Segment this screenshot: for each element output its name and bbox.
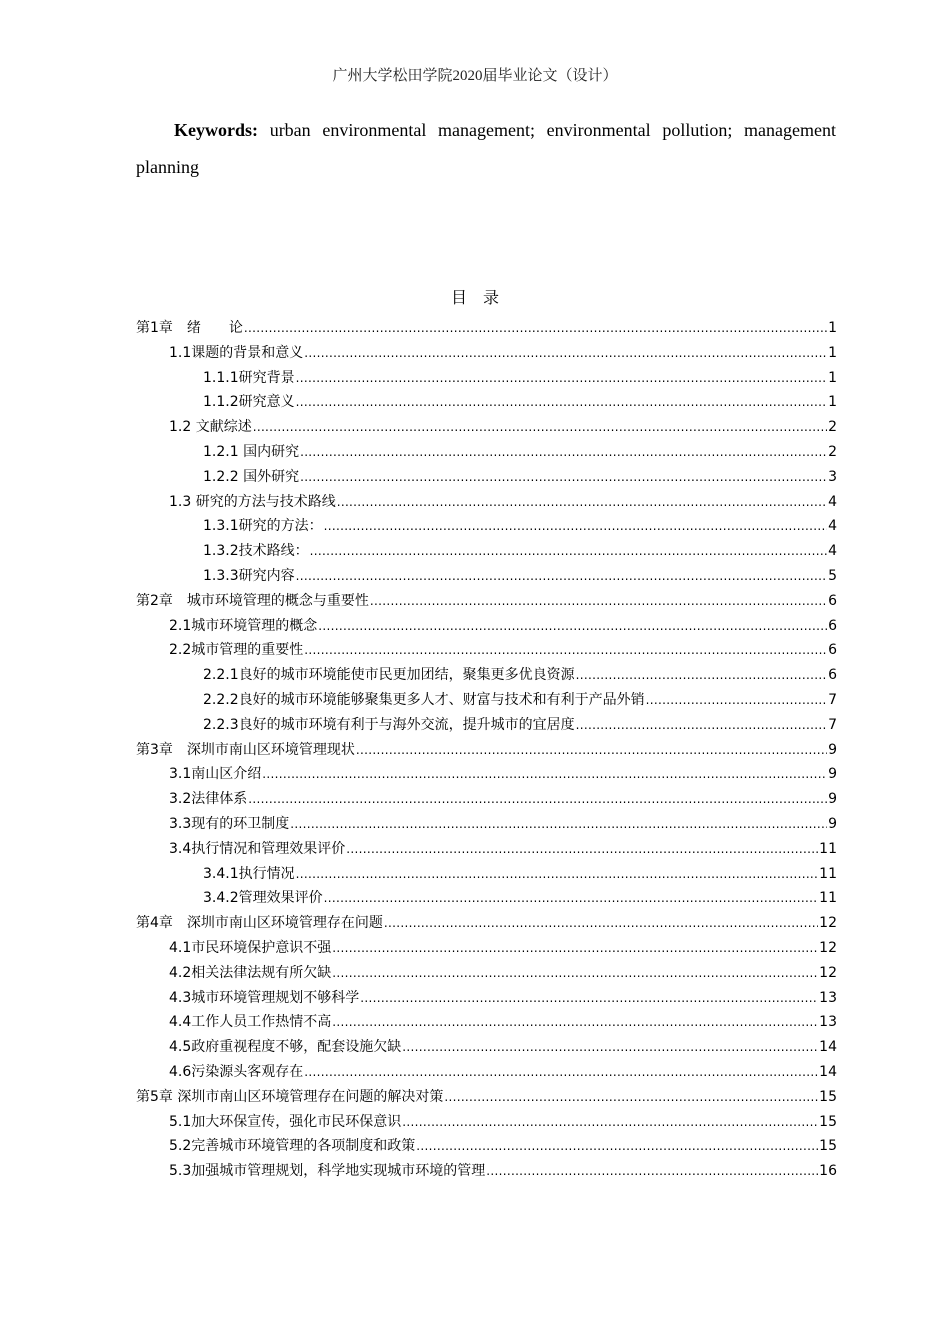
toc-entry-label: 4.3城市环境管理规划不够科学 [169, 989, 360, 1006]
toc-entry[interactable] [136, 862, 837, 887]
toc-entry[interactable] [136, 787, 837, 812]
toc-entry[interactable] [136, 539, 837, 564]
toc-dot-leader [402, 1110, 818, 1135]
toc-entry-label: 第5章 深圳市南山区环境管理存在问题的解决对策 [136, 1088, 444, 1105]
toc-entry-page: 15 [819, 1113, 837, 1130]
toc-entry-page: 1 [828, 369, 837, 386]
toc-dot-leader [318, 614, 827, 639]
toc-entry-label: 第3章 深圳市南山区环境管理现状 [136, 741, 355, 758]
toc-dot-leader [402, 1035, 818, 1060]
toc-entry-label: 5.3加强城市管理规划，科学地实现城市环境的管理 [169, 1163, 486, 1180]
toc-entry-label: 1.2.1 国内研究 [203, 443, 300, 460]
toc-entry[interactable] [136, 1060, 837, 1085]
toc-dot-leader [332, 936, 818, 961]
toc-dot-leader [253, 415, 827, 440]
toc-entry-page: 6 [828, 667, 837, 684]
toc-entry-label: 第4章 深圳市南山区环境管理存在问题 [136, 915, 383, 932]
toc-entry-page: 6 [828, 642, 837, 659]
toc-entry-page: 13 [819, 989, 837, 1006]
toc-entry[interactable] [136, 1035, 837, 1060]
table-of-contents [136, 316, 837, 1184]
toc-dot-leader [416, 1134, 818, 1159]
toc-entry-page: 9 [828, 791, 837, 808]
toc-dot-leader [310, 539, 827, 564]
toc-entry-label: 4.2相关法律法规有所欠缺 [169, 964, 332, 981]
toc-dot-leader [576, 663, 827, 688]
toc-dot-leader [356, 738, 827, 763]
toc-entry-page: 1 [828, 320, 837, 336]
toc-entry[interactable] [136, 738, 837, 763]
toc-dot-leader [300, 465, 827, 490]
toc-dot-leader [304, 1060, 818, 1085]
toc-entry[interactable] [136, 1159, 837, 1184]
toc-entry[interactable] [136, 837, 837, 862]
toc-entry-page: 3 [828, 468, 837, 485]
keywords-text: urban environmental management; environmental pollution; management planning [136, 120, 836, 177]
toc-entry-label: 1.1.2研究意义 [203, 394, 295, 411]
toc-entry-page: 16 [819, 1163, 837, 1180]
toc-entry-label: 1.3.2技术路线： [203, 543, 309, 560]
toc-entry-label: 5.1加大环保宣传，强化市民环保意识 [169, 1113, 402, 1130]
toc-entry-page: 12 [819, 939, 837, 956]
toc-dot-leader [646, 688, 827, 713]
toc-dot-leader [244, 316, 827, 341]
toc-dot-leader [324, 514, 827, 539]
toc-entry-label: 1.2 文献综述 [169, 419, 252, 436]
toc-entry[interactable] [136, 564, 837, 589]
toc-dot-leader [296, 366, 827, 391]
toc-dot-leader [296, 564, 827, 589]
toc-entry-page: 7 [828, 691, 837, 708]
toc-entry[interactable] [136, 589, 837, 614]
toc-entry-label: 4.5政府重视程度不够，配套设施欠缺 [169, 1039, 402, 1056]
toc-entry-page: 11 [819, 865, 837, 882]
toc-entry[interactable] [136, 341, 837, 366]
toc-dot-leader [384, 911, 818, 936]
toc-dot-leader [337, 490, 827, 515]
toc-entry-page: 11 [819, 840, 837, 857]
toc-dot-leader [304, 638, 827, 663]
toc-entry-page: 2 [828, 419, 837, 436]
toc-entry-label: 1.3.1研究的方法： [203, 518, 323, 535]
toc-dot-leader [332, 961, 818, 986]
toc-entry-label: 3.4执行情况和管理效果评价 [169, 840, 346, 857]
toc-entry[interactable] [136, 936, 837, 961]
toc-dot-leader [444, 1085, 818, 1110]
toc-entry-page: 6 [828, 617, 837, 634]
toc-entry[interactable] [136, 638, 837, 663]
toc-entry[interactable] [136, 713, 837, 738]
toc-entry-label: 4.6污染源头客观存在 [169, 1063, 304, 1080]
toc-entry[interactable] [136, 614, 837, 639]
toc-entry-page: 1 [828, 394, 837, 411]
toc-title: 目录 [450, 288, 515, 307]
toc-entry[interactable] [136, 366, 837, 391]
toc-entry-page: 9 [828, 815, 837, 832]
toc-entry-page: 6 [828, 592, 837, 609]
toc-entry[interactable] [136, 886, 837, 911]
toc-entry-page: 12 [819, 964, 837, 981]
toc-dot-leader [248, 787, 827, 812]
toc-entry[interactable] [136, 316, 837, 341]
toc-entry-page: 13 [819, 1014, 837, 1031]
toc-entry-label: 1.2.2 国外研究 [203, 468, 300, 485]
toc-entry-page: 14 [819, 1063, 837, 1080]
toc-entry-label: 第1章 绪 论 [136, 320, 243, 336]
toc-entry-label: 2.2.1良好的城市环境能使市民更加团结，聚集更多优良资源 [203, 667, 575, 684]
toc-entry[interactable] [136, 490, 837, 515]
toc-entry[interactable] [136, 762, 837, 787]
toc-entry-label: 4.1市民环境保护意识不强 [169, 939, 332, 956]
toc-entry[interactable] [136, 812, 837, 837]
toc-entry-page: 15 [819, 1088, 837, 1105]
page-header: 广州大学松田学院2020届毕业论文（设计） [332, 68, 618, 84]
toc-entry[interactable] [136, 415, 837, 440]
toc-entry[interactable] [136, 688, 837, 713]
toc-entry[interactable] [136, 465, 837, 490]
toc-entry-page: 1 [828, 344, 837, 361]
toc-dot-leader [290, 812, 827, 837]
toc-entry-page: 5 [828, 567, 837, 584]
toc-entry-page: 4 [828, 493, 837, 510]
keywords-label: Keywords: [174, 120, 258, 140]
toc-entry[interactable] [136, 911, 837, 936]
toc-entry-label: 5.2完善城市环境管理的各项制度和政策 [169, 1138, 416, 1155]
toc-dot-leader [370, 589, 827, 614]
toc-entry[interactable] [136, 390, 837, 415]
toc-entry-label: 1.1.1研究背景 [203, 369, 295, 386]
toc-entry[interactable] [136, 1110, 837, 1135]
toc-entry-page: 14 [819, 1039, 837, 1056]
toc-entry-label: 1.1课题的背景和意义 [169, 344, 304, 361]
toc-entry-label: 3.4.1执行情况 [203, 865, 295, 882]
toc-dot-leader [300, 440, 827, 465]
toc-entry-label: 3.2法律体系 [169, 791, 248, 808]
toc-entry[interactable] [136, 440, 837, 465]
toc-entry-label: 2.2.3良好的城市环境有利于与海外交流，提升城市的宜居度 [203, 716, 575, 733]
toc-entry-label: 1.3.3研究内容 [203, 567, 295, 584]
toc-dot-leader [296, 862, 819, 887]
toc-dot-leader [486, 1159, 818, 1184]
toc-entry-page: 2 [828, 443, 837, 460]
toc-entry-label: 3.4.2管理效果评价 [203, 890, 323, 907]
toc-entry-page: 11 [819, 890, 837, 907]
toc-entry-page: 12 [819, 915, 837, 932]
toc-dot-leader [346, 837, 818, 862]
toc-entry-label: 3.1南山区介绍 [169, 766, 262, 783]
toc-entry-label: 2.1城市环境管理的概念 [169, 617, 318, 634]
toc-entry-label: 2.2.2良好的城市环境能够聚集更多人才、财富与技术和有利于产品外销 [203, 691, 645, 708]
keywords-paragraph [136, 112, 836, 186]
toc-entry-label: 2.2城市管理的重要性 [169, 642, 304, 659]
toc-entry-label: 3.3现有的环卫制度 [169, 815, 290, 832]
toc-entry-page: 4 [828, 543, 837, 560]
toc-entry-page: 15 [819, 1138, 837, 1155]
toc-entry-page: 4 [828, 518, 837, 535]
toc-entry-page: 9 [828, 766, 837, 783]
toc-entry[interactable] [136, 961, 837, 986]
toc-dot-leader [360, 986, 818, 1011]
toc-entry[interactable] [136, 663, 837, 688]
toc-entry[interactable] [136, 1010, 837, 1035]
toc-entry-page: 9 [828, 741, 837, 758]
toc-dot-leader [262, 762, 827, 787]
toc-entry-label: 第2章 城市环境管理的概念与重要性 [136, 592, 369, 609]
toc-entry[interactable] [136, 1085, 837, 1110]
toc-dot-leader [296, 390, 827, 415]
toc-entry[interactable] [136, 1134, 837, 1159]
toc-dot-leader [324, 886, 819, 911]
toc-dot-leader [332, 1010, 818, 1035]
toc-dot-leader [576, 713, 827, 738]
toc-dot-leader [304, 341, 827, 366]
toc-entry[interactable] [136, 986, 837, 1011]
toc-entry-label: 4.4工作人员工作热情不高 [169, 1014, 332, 1031]
toc-entry[interactable] [136, 514, 837, 539]
toc-entry-label: 1.3 研究的方法与技术路线 [169, 493, 336, 510]
toc-entry-page: 7 [828, 716, 837, 733]
